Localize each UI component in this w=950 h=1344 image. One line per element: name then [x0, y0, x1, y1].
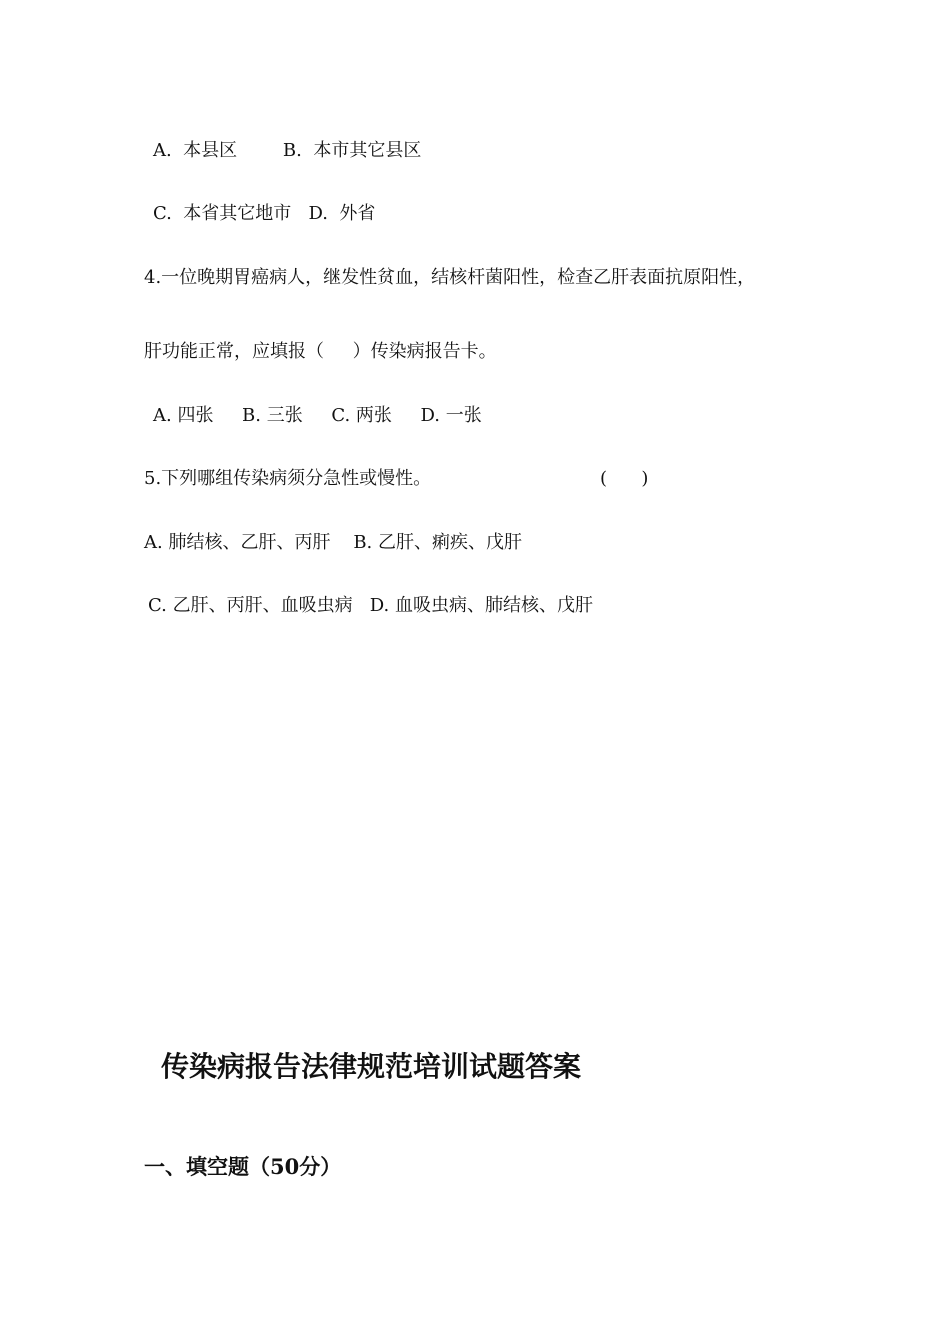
q5-options-line-2: C. 乙肝、丙肝、血吸虫病 D. 血吸虫病、肺结核、戊肝 [148, 595, 593, 616]
q4-stem-line-1: 4.一位晚期胃癌病人，继发性贫血，结核杆菌阳性，检查乙肝表面抗原阳性， [144, 267, 756, 288]
q5-options-line-1: A. 肺结核、乙肝、丙肝 B. 乙肝、痢疾、戊肝 [144, 532, 522, 553]
q5-answer-blank: ( ) [600, 468, 649, 489]
q3-options-line-1: A. 本县区 B. 本市其它县区 [153, 140, 422, 161]
q4-stem-line-2: 肝功能正常，应填报（ ）传染病报告卡。 [144, 341, 497, 362]
q4-options: A. 四张 B. 三张 C. 两张 D. 一张 [153, 405, 482, 426]
q3-options-line-2: C. 本省其它地市 D. 外省 [153, 203, 376, 224]
section-1-heading: 一、填空题（50分） [144, 1154, 342, 1179]
q5-stem: 5.下列哪组传染病须分急性或慢性。 [144, 468, 432, 489]
answer-key-title: 传染病报告法律规范培训试题答案 [161, 1050, 582, 1083]
